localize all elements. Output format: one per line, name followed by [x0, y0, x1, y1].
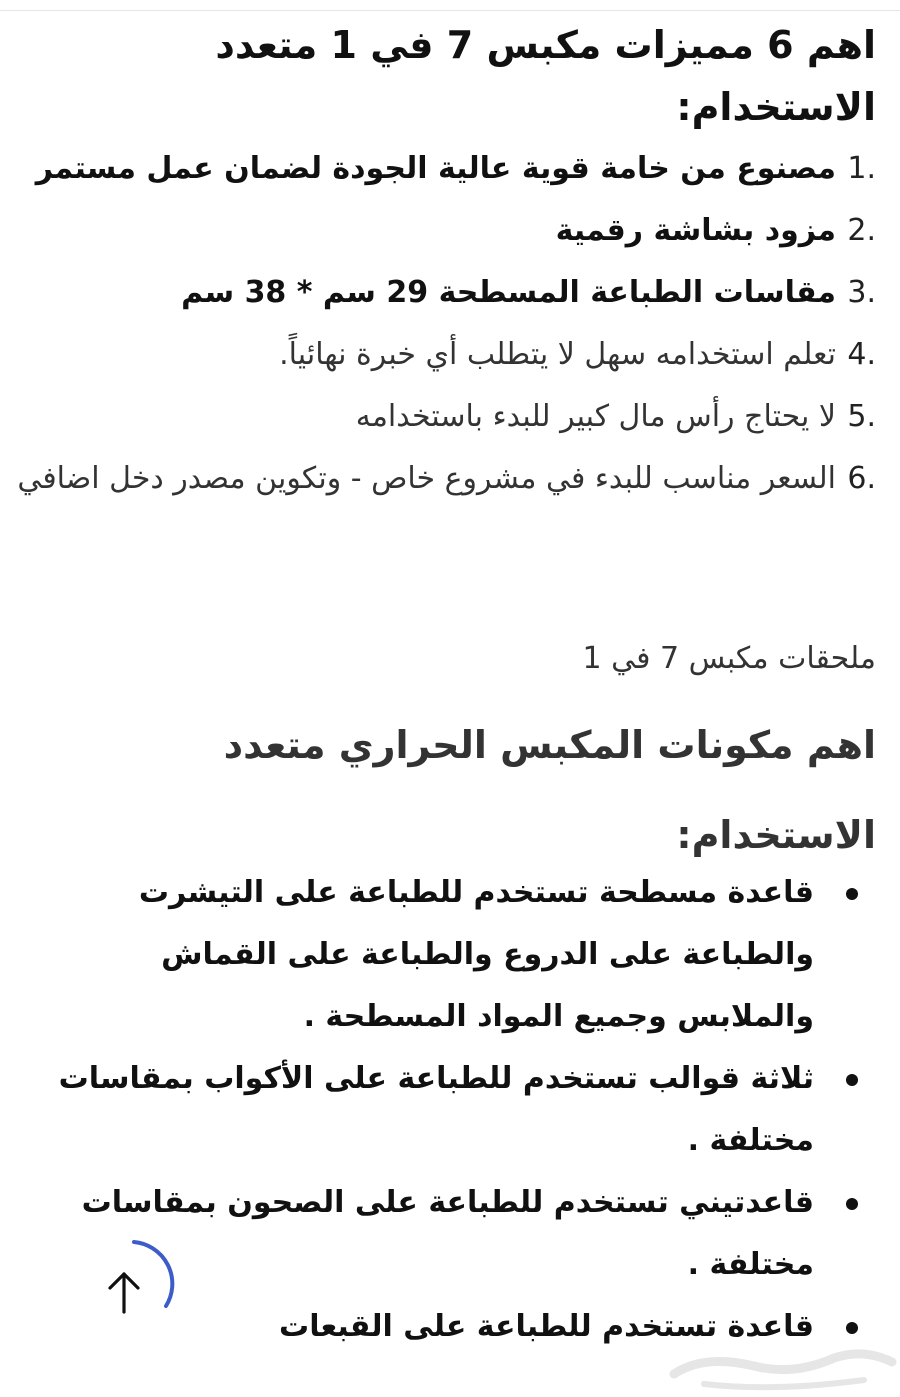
item-text: قاعدة تستخدم للطباعة على القبعات	[279, 1309, 814, 1344]
arrow-up-icon	[84, 1234, 184, 1334]
item-text: السعر مناسب للبدء في مشروع خاص - وتكوين مصدر دخل اضافي	[17, 461, 836, 496]
item-text: ثلاثة قوالب تستخدم للطباعة على الأكواب بمقاسات مختلفة .	[58, 1061, 814, 1158]
features-heading: اهم 6 مميزات مكبس 7 في 1 متعدد الاستخدام:	[215, 23, 876, 129]
top-divider	[0, 10, 900, 11]
list-item	[16, 262, 876, 324]
item-text: تعلم استخدامه سهل لا يتطلب أي خبرة نهائياً.	[279, 337, 836, 372]
bullet-icon	[846, 1074, 858, 1086]
item-number: 4.	[847, 337, 876, 372]
features-list	[16, 138, 876, 510]
item-text: لا يحتاج رأس مال كبير للبدء باستخدامه	[355, 399, 836, 434]
accessories-label: ملحقات مكبس 7 في 1	[582, 641, 876, 676]
list-item	[16, 324, 876, 386]
haraj-watermark-logo	[664, 1336, 900, 1393]
bullet-icon	[846, 888, 858, 900]
item-number: 2.	[847, 213, 876, 248]
item-number: 6.	[847, 461, 876, 496]
item-text: قاعدة مسطحة تستخدم للطباعة على التيشرت والطباعة على الدروع والطباعة على القماش والملابس وجميع المواد المسطحة .	[138, 875, 814, 1034]
list-item	[16, 138, 876, 200]
list-item	[16, 448, 876, 510]
components-heading: اهم مكونات المكبس الحراري متعدد الاستخدام:	[223, 723, 876, 857]
item-number: 1.	[847, 151, 876, 186]
bullet-icon	[846, 1322, 858, 1334]
item-text: مصنوع من خامة قوية عالية الجودة لضمان عمل مستمر	[35, 151, 836, 186]
item-text: مزود بشاشة رقمية	[555, 213, 836, 248]
item-number: 3.	[847, 275, 876, 310]
item-text: قاعدتيني تستخدم للطباعة على الصحون بمقاسات مختلفة .	[81, 1185, 814, 1282]
item-number: 5.	[847, 399, 876, 434]
list-item	[16, 200, 876, 262]
scroll-to-top-button[interactable]	[84, 1234, 184, 1334]
list-item	[16, 1048, 876, 1172]
list-item	[16, 862, 876, 1048]
list-item	[16, 386, 876, 448]
item-text: مقاسات الطباعة المسطحة 29 سم * 38 سم	[181, 275, 836, 310]
bullet-icon	[846, 1198, 858, 1210]
